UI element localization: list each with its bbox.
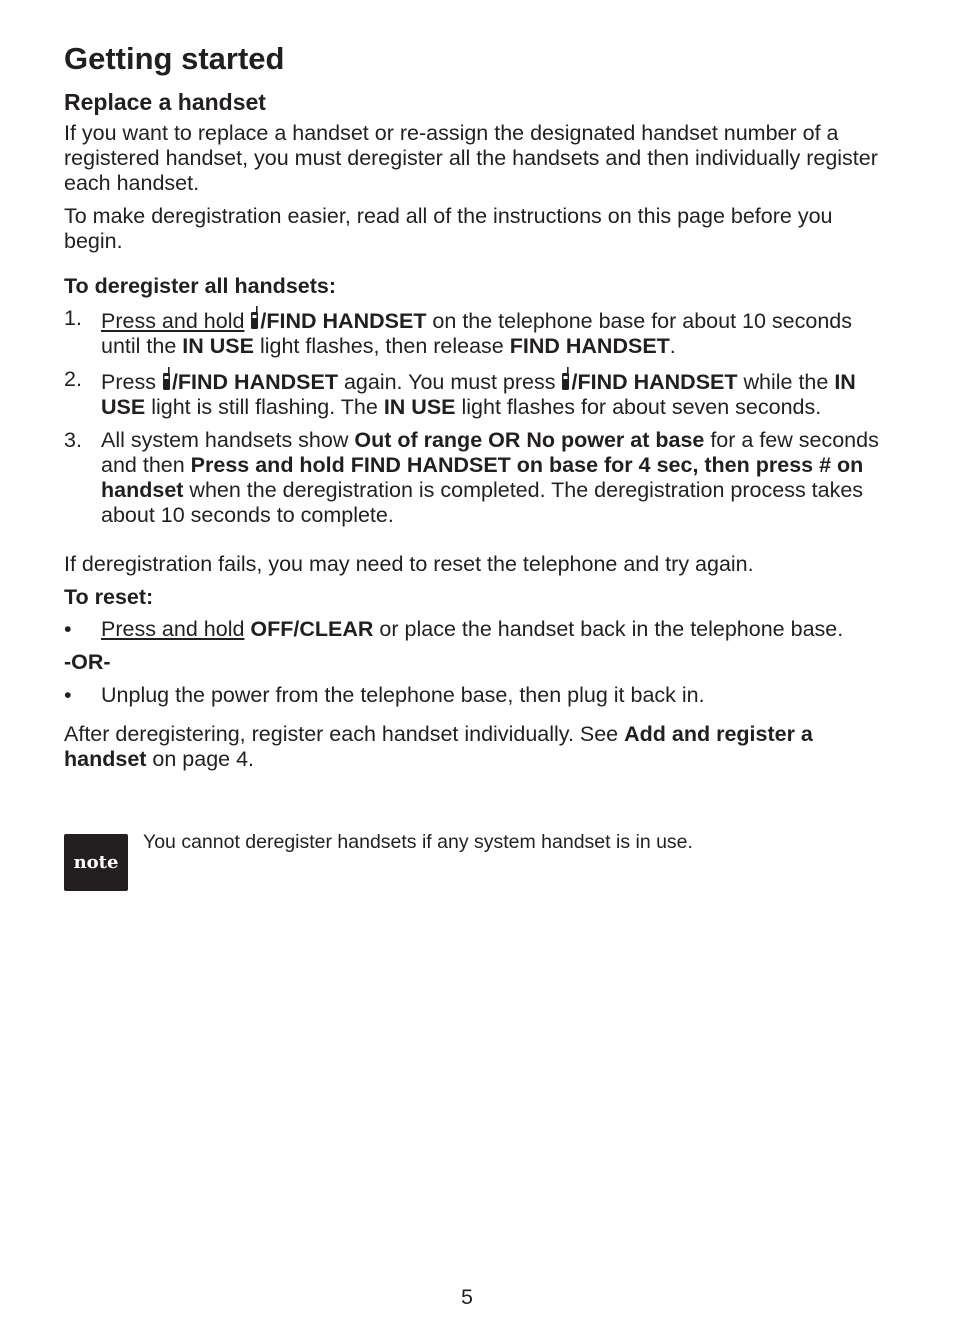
cross-reference: Add and register a handset: [64, 722, 813, 771]
step-text: All system handsets show: [101, 428, 355, 452]
step-key: Press and hold FIND HANDSET on base for 4 sec, then press # on handset: [101, 453, 864, 502]
bullet-text: Press and hold: [101, 617, 245, 641]
step-text: while the: [737, 370, 835, 394]
step-text: Press: [101, 370, 162, 394]
section-title: Replace a handset: [64, 89, 266, 115]
step-key: IN USE: [101, 370, 856, 419]
step-number: 2.: [64, 367, 82, 391]
step-key: FIND HANDSET: [509, 334, 670, 358]
bullet-text: or place the handset back in the telephone base.: [373, 617, 844, 641]
reset-bullet-2: [64, 683, 894, 708]
handset-icon: [250, 306, 259, 330]
reset-bullet-1: [64, 617, 894, 642]
step-key: /FIND HANDSET: [171, 370, 338, 394]
after-text: on page 4.: [146, 747, 255, 771]
step-number: 1.: [64, 306, 82, 330]
fail-paragraph: If deregistration fails, you may need to reset the telephone and try again.: [64, 552, 754, 576]
handset-icon: [162, 367, 171, 391]
or-separator: -OR-: [64, 650, 111, 674]
step-3: [64, 428, 894, 528]
step-text: when the deregistration is completed. The deregistration process takes about 10 seconds to complete.: [101, 478, 864, 527]
step-text: again. You must press: [337, 370, 562, 394]
step-key: /FIND HANDSET: [571, 370, 738, 394]
step-key: IN USE: [383, 395, 456, 419]
page-content: [64, 40, 894, 780]
after-paragraph: [64, 722, 894, 772]
after-text: After deregistering, register each handset individually. See: [64, 722, 625, 746]
deregister-heading: To deregister all handsets:: [64, 274, 337, 298]
intro-paragraph-2: To make deregistration easier, read all of the instructions on this page before you begin.: [64, 204, 833, 253]
note-icon: note: [64, 834, 128, 891]
reset-heading: To reset:: [64, 585, 154, 609]
step-1: [64, 306, 894, 359]
step-text: light is still flashing. The: [145, 395, 384, 419]
reset-list-2: [64, 683, 894, 708]
step-text: for a few seconds and then: [101, 428, 879, 477]
page-title: Getting started: [64, 41, 285, 76]
reset-list: [64, 617, 894, 642]
step-2: [64, 367, 894, 420]
bullet-marker: •: [64, 617, 72, 641]
bullet-text: Unplug the power from the telephone base, then plug it back in.: [101, 683, 705, 707]
step-number: 3.: [64, 428, 82, 452]
bullet-key: OFF/CLEAR: [250, 617, 374, 641]
handset-icon: [561, 367, 570, 391]
intro-paragraph-1: If you want to replace a handset or re-assign the designated handset number of a registered handset, you must deregister all the handsets and then individually register each handset.: [64, 121, 878, 195]
page-number: 5: [461, 1285, 473, 1309]
step-text: light flashes, then release: [253, 334, 510, 358]
step-text: light flashes for about seven seconds.: [455, 395, 822, 419]
step-text: on the telephone base for about 10 seconds until the: [101, 309, 853, 358]
note-text: You cannot deregister handsets if any system handset is in use.: [143, 831, 693, 853]
step-text: .: [669, 334, 676, 358]
step-key: IN USE: [182, 334, 254, 358]
step-key: /FIND HANDSET: [260, 309, 427, 333]
step-text: Press and hold: [101, 309, 245, 333]
deregister-steps: [64, 306, 894, 528]
step-key: Out of range OR No power at base: [354, 428, 705, 452]
bullet-marker: •: [64, 683, 72, 707]
